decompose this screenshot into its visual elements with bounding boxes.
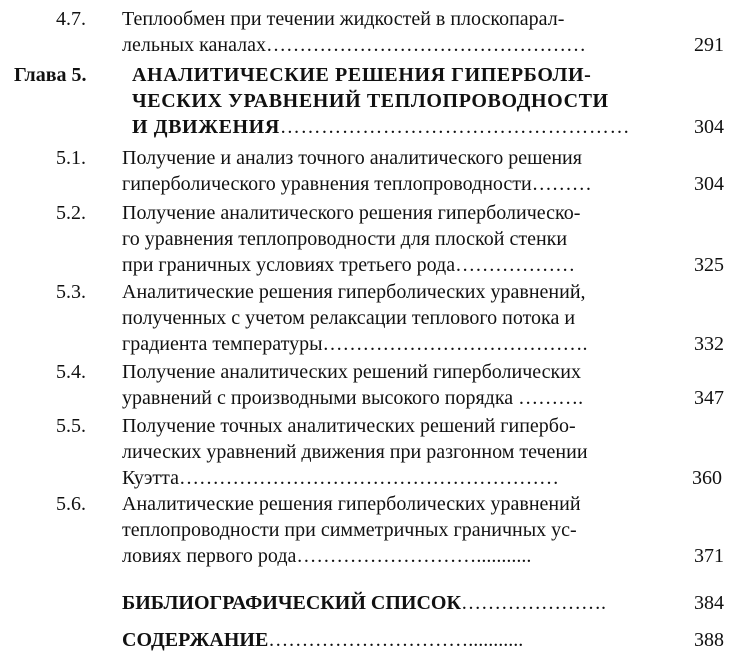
section-number: 5.1. xyxy=(56,147,86,169)
page-number: 325 xyxy=(694,254,724,276)
section-title-line: теплопроводности при симметричных граничных ус- xyxy=(122,519,577,541)
page-number: 304 xyxy=(694,116,724,138)
section-title-line: Получение аналитического решения гиперболическо- xyxy=(122,202,581,224)
page-number: 360 xyxy=(692,467,722,489)
section-title xyxy=(122,145,670,197)
contents-title xyxy=(122,627,670,653)
section-title-line: при граничных условиях третьего рода……………… xyxy=(122,254,576,276)
section-title-line: полученных с учетом релаксации теплового потока и xyxy=(122,307,576,329)
chapter-title-text: И ДВИЖЕНИЯ xyxy=(132,116,280,138)
chapter-title-line xyxy=(132,114,672,140)
section-title-line: Теплообмен при течении жидкостей в плоскопарал- xyxy=(122,8,565,30)
section-title xyxy=(122,6,670,58)
section-title xyxy=(122,279,670,357)
page-number: 304 xyxy=(694,173,724,195)
section-title-line: Получение аналитических решений гиперболических xyxy=(122,361,581,383)
contents-label: СОДЕРЖАНИЕ xyxy=(122,629,269,651)
page-number: 388 xyxy=(694,629,724,651)
section-title-line: лических уравнений движения при разгонном течении xyxy=(122,441,588,463)
page-number: 384 xyxy=(694,592,724,614)
section-title-line: го уравнения теплопроводности для плоской стенки xyxy=(122,228,568,250)
bibliography-title xyxy=(122,590,670,616)
section-number: 5.3. xyxy=(56,281,86,303)
section-title xyxy=(122,359,670,411)
section-title xyxy=(122,491,670,569)
dot-leader: …………………………........... xyxy=(268,629,524,651)
section-title-line: Аналитические решения гиперболических уравнений, xyxy=(122,281,586,303)
section-title-line: Получение точных аналитических решений гипербо- xyxy=(122,415,576,437)
chapter-title xyxy=(132,62,672,140)
section-title-line: лельных каналах………………………………………… xyxy=(122,34,587,56)
section-title-line: уравнений с производными высокого порядка ………. xyxy=(122,387,584,409)
section-title-line: Получение и анализ точного аналитического решения xyxy=(122,147,582,169)
bibliography-label: БИБЛИОГРАФИЧЕСКИЙ СПИСОК xyxy=(122,592,461,614)
page-number: 291 xyxy=(694,34,724,56)
dot-leader: …………………. xyxy=(460,592,606,614)
chapter-title-line: АНАЛИТИЧЕСКИЕ РЕШЕНИЯ ГИПЕРБОЛИ- xyxy=(132,64,592,86)
section-number: 5.2. xyxy=(56,202,86,224)
page-number: 332 xyxy=(694,333,724,355)
section-title xyxy=(122,200,670,278)
chapter-title-line: ЧЕСКИХ УРАВНЕНИЙ ТЕПЛОПРОВОДНОСТИ xyxy=(132,90,609,112)
section-number: 5.5. xyxy=(56,415,86,437)
dot-leader: …………………………………………… xyxy=(279,116,631,138)
section-title-line: Аналитические решения гиперболических уравнений xyxy=(122,493,581,515)
section-number: 5.6. xyxy=(56,493,86,515)
page-number: 347 xyxy=(694,387,724,409)
page-number: 371 xyxy=(694,545,724,567)
section-number: 5.4. xyxy=(56,361,86,383)
chapter-number: Глава 5. xyxy=(14,64,87,86)
section-title-line: градиента температуры…………………………………. xyxy=(122,333,588,355)
section-title xyxy=(122,413,670,491)
section-title-line: ловиях первого рода………………………........... xyxy=(122,545,532,567)
section-number: 4.7. xyxy=(56,8,86,30)
section-title-line: Куэтта………………………………………………… xyxy=(122,467,560,489)
section-title-line: гиперболического уравнения теплопроводности……… xyxy=(122,173,592,195)
